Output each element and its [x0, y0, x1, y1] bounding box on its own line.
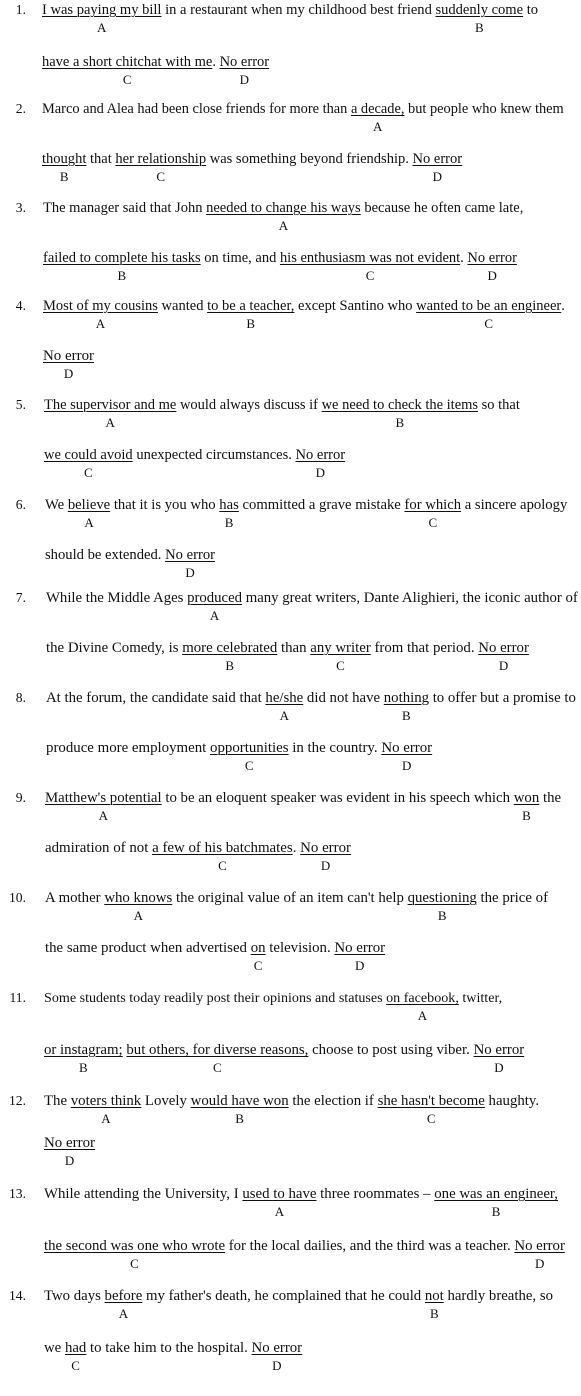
option-text: No error [467, 250, 517, 266]
sentence-text: The manager said that John [43, 200, 207, 216]
option-letter: A [105, 415, 115, 430]
answer-option [190, 1093, 289, 1126]
answer-option [219, 54, 270, 87]
sentence-line [44, 990, 503, 1023]
sentence-text: to [523, 2, 538, 18]
option-text: nothing [383, 690, 429, 706]
sentence-text: a sincere apology [461, 497, 568, 513]
option-text: needed to change his ways [206, 200, 361, 216]
option-text: we need to check the items [321, 397, 479, 413]
answer-option [381, 740, 433, 773]
option-text: for which [404, 497, 462, 513]
sentence-line [44, 1093, 540, 1126]
option-text: No error [165, 547, 215, 563]
option-text: who knows [104, 890, 173, 906]
option-text: Matthew's potential [45, 790, 162, 806]
option-letter: D [402, 758, 412, 773]
sentence-line [44, 447, 346, 480]
sentence-text: the [539, 790, 562, 806]
option-letter: B [225, 658, 235, 673]
sentence-text: the election if [288, 1093, 378, 1109]
sentence-line [46, 640, 529, 673]
answer-option [265, 690, 304, 723]
sentence-line [44, 1135, 96, 1168]
option-letter: B [402, 708, 411, 723]
sentence-text: produce more employment [46, 740, 210, 756]
option-text: Most of my cousins [43, 298, 158, 314]
option-text: voters think [70, 1093, 142, 1109]
answer-option [42, 151, 87, 184]
sentence-line [45, 940, 386, 973]
sentence-text: to be an eloquent speaker was evident in his speech which [161, 790, 514, 806]
sentence-text: to take him to the hospital. [86, 1340, 252, 1356]
sentence-text: did not have [303, 690, 384, 706]
answer-option [310, 640, 371, 673]
option-letter: A [95, 316, 106, 331]
option-letter: A [133, 908, 143, 923]
answer-option [467, 250, 517, 283]
option-text: wanted to be an engineer [416, 298, 562, 314]
option-text: any writer [310, 640, 371, 656]
option-letter: A [101, 1111, 111, 1126]
answer-option [187, 590, 243, 623]
answer-option [104, 1288, 143, 1321]
answer-option [334, 940, 386, 973]
answer-option [350, 101, 405, 134]
option-text: a decade, [350, 101, 405, 117]
answer-option [70, 1093, 142, 1126]
option-text: on facebook, [386, 990, 459, 1006]
answer-option [383, 690, 429, 723]
option-text: not [424, 1288, 444, 1304]
option-letter: A [372, 119, 383, 134]
option-text: one was an engineer, [434, 1186, 558, 1202]
sentence-text: in a restaurant when my childhood best friend [161, 2, 436, 18]
sentence-text: . [212, 54, 220, 70]
sentence-text: the same product when advertised [45, 940, 251, 956]
option-letter: C [218, 858, 227, 873]
option-letter: C [365, 268, 375, 283]
answer-option [295, 447, 346, 480]
option-letter: A [98, 808, 108, 823]
sentence-text: my father's death, he complained that he could [142, 1288, 425, 1304]
sentence-text: The [44, 1093, 71, 1109]
option-letter: C [484, 316, 493, 331]
sentence-text: A mother [45, 890, 105, 906]
sentence-text: so that [478, 397, 520, 413]
sentence-line [42, 2, 538, 35]
answer-option [300, 840, 352, 873]
answer-option [45, 790, 162, 823]
option-letter: A [274, 1204, 285, 1219]
option-text: produced [187, 590, 243, 606]
sentence-text: television. [265, 940, 335, 956]
option-letter: D [487, 268, 497, 283]
option-letter: B [437, 908, 447, 923]
sentence-text: many great writers, Dante Alighieri, the iconic author of [242, 590, 578, 606]
answer-option [165, 547, 215, 580]
answer-option [404, 497, 462, 530]
sentence-text: on time, and [200, 250, 280, 266]
question-number: 9. [15, 790, 26, 805]
option-letter: A [279, 708, 290, 723]
answer-option [43, 250, 201, 283]
sentence-line [44, 1288, 553, 1321]
question-number: 7. [15, 590, 26, 605]
sentence-text: . [561, 298, 565, 314]
answer-option [43, 298, 158, 331]
answer-option [104, 890, 173, 923]
option-letter: B [395, 415, 405, 430]
sentence-text: hardly breathe, so [443, 1288, 553, 1304]
option-text: No error [381, 740, 433, 756]
sentence-line [46, 690, 576, 723]
sentence-text: choose to post using viber. [308, 1042, 474, 1058]
option-text: failed to complete his tasks [43, 250, 201, 266]
sentence-text: haughty. [484, 1093, 540, 1109]
option-letter: D [63, 366, 74, 381]
sentence-text: three roommates – [316, 1186, 435, 1202]
answer-option [44, 397, 177, 430]
answer-option [152, 840, 293, 873]
answer-option [210, 740, 289, 773]
sentence-text: At the forum, the candidate said that [46, 690, 266, 706]
question-number: 2. [15, 101, 26, 116]
option-text: No error [334, 940, 386, 956]
sentence-line [44, 1042, 525, 1075]
sentence-text: from that period. [370, 640, 479, 656]
answer-option [513, 790, 540, 823]
answer-option [407, 890, 477, 923]
option-letter: A [84, 515, 94, 530]
option-letter: C [213, 1060, 222, 1075]
option-text: had [64, 1340, 87, 1356]
option-letter: D [498, 658, 509, 673]
option-letter: D [494, 1060, 504, 1075]
answer-option [219, 497, 239, 530]
option-letter: C [122, 72, 132, 87]
answer-option [377, 1093, 485, 1126]
sentence-text: admiration of not [45, 840, 153, 856]
option-text: thought [42, 151, 87, 167]
option-text: have a short chitchat with me [42, 54, 213, 70]
sentence-line [43, 200, 524, 233]
answer-option [424, 1288, 444, 1321]
sentence-line [45, 790, 562, 823]
question-number: 13. [9, 1186, 26, 1201]
option-letter: B [474, 20, 484, 35]
sentence-text: We [45, 497, 68, 513]
option-letter: A [97, 20, 107, 35]
sentence-text: for the local dailies, and the third was a teacher. [225, 1238, 515, 1254]
option-letter: D [355, 958, 365, 973]
sentence-line [45, 547, 215, 580]
option-text: No error [219, 54, 270, 70]
option-letter: C [336, 658, 345, 673]
sentence-line [46, 590, 578, 623]
sentence-text: Marco and Alea had been close friends for more than [42, 101, 351, 117]
option-text: a few of his batchmates [152, 840, 293, 856]
option-letter: C [244, 758, 254, 773]
option-letter: B [522, 808, 531, 823]
answer-option [434, 1186, 558, 1219]
answer-option [44, 1042, 123, 1075]
option-text: questioning [407, 890, 477, 906]
option-text: No error [44, 1135, 96, 1151]
question-number: 10. [9, 890, 26, 905]
option-text: No error [412, 151, 463, 167]
sentence-text: twitter, [458, 990, 503, 1006]
answer-option [435, 2, 524, 35]
sentence-line [42, 151, 463, 184]
answer-option [67, 497, 111, 530]
sentence-text: except Santino who [294, 298, 417, 314]
answer-option [279, 250, 461, 283]
option-letter: B [78, 1060, 88, 1075]
answer-option [206, 200, 361, 233]
answer-option [473, 1042, 525, 1075]
option-letter: C [426, 1111, 436, 1126]
answer-option [412, 151, 463, 184]
answer-option [386, 990, 459, 1023]
option-letter: C [156, 169, 166, 184]
sentence-text: but people who knew them [404, 101, 564, 117]
question-number: 11. [9, 990, 26, 1005]
option-text: to be a teacher, [207, 298, 295, 314]
answer-option [182, 640, 278, 673]
sentence-text: committed a grave mistake [238, 497, 405, 513]
answer-option [44, 1135, 96, 1168]
option-text: No error [478, 640, 529, 656]
answer-option [514, 1238, 565, 1271]
question-number: 8. [15, 690, 26, 705]
option-text: believe [67, 497, 111, 513]
sentence-text: Lovely [141, 1093, 191, 1109]
question-number: 12. [9, 1093, 26, 1108]
answer-option [44, 1238, 226, 1271]
sentence-text: . [460, 250, 468, 266]
option-text: opportunities [210, 740, 289, 756]
answer-option [242, 1186, 317, 1219]
sentence-text: because he often came late, [360, 200, 524, 216]
option-letter: D [320, 858, 331, 873]
option-letter: B [117, 268, 127, 283]
option-letter: B [224, 515, 234, 530]
sentence-line [42, 101, 564, 134]
question-number: 14. [9, 1288, 26, 1303]
sentence-line [44, 1186, 558, 1219]
question-number: 5. [15, 397, 26, 412]
answer-option [42, 2, 162, 35]
option-letter: B [59, 169, 69, 184]
sentence-line [45, 497, 568, 530]
sentence-text: to offer but a promise to [429, 690, 576, 706]
sentence-text: . [292, 840, 301, 856]
question-number: 4. [15, 298, 26, 313]
answer-option [478, 640, 529, 673]
option-letter: B [246, 316, 256, 331]
option-text: but others, for diverse reasons, [126, 1042, 309, 1058]
option-text: before [104, 1288, 143, 1304]
answer-option [44, 447, 133, 480]
option-letter: D [239, 72, 250, 87]
option-text: won [513, 790, 540, 806]
sentence-text: wanted [157, 298, 208, 314]
option-letter: D [432, 169, 442, 184]
option-letter: B [235, 1111, 244, 1126]
sentence-line [45, 840, 352, 873]
answer-option [64, 1340, 87, 1373]
option-letter: A [417, 1008, 428, 1023]
sentence-text: While attending the University, I [44, 1186, 243, 1202]
answer-option [126, 1042, 309, 1075]
option-letter: D [534, 1256, 545, 1271]
sentence-text: we [44, 1340, 65, 1356]
option-text: his enthusiasm was not evident [279, 250, 461, 266]
question-number: 3. [15, 200, 26, 215]
option-text: or instagram; [44, 1042, 123, 1058]
option-text: No error [473, 1042, 525, 1058]
option-text: she hasn't become [377, 1093, 485, 1109]
option-letter: B [491, 1204, 501, 1219]
sentence-text: the price of [476, 890, 549, 906]
option-text: The supervisor and me [44, 397, 177, 413]
option-letter: A [278, 218, 289, 233]
sentence-text: While the Middle Ages [46, 590, 188, 606]
option-letter: C [130, 1256, 139, 1271]
sentence-text: would always discuss if [176, 397, 322, 413]
answer-option [251, 1340, 303, 1373]
answer-option [43, 348, 95, 381]
option-letter: D [315, 465, 325, 480]
option-letter: D [64, 1153, 75, 1168]
option-text: No error [514, 1238, 565, 1254]
sentence-line [43, 348, 95, 381]
option-text: more celebrated [182, 640, 278, 656]
answer-option [207, 298, 295, 331]
option-text: we could avoid [44, 447, 133, 463]
sentence-text: was something beyond friendship. [206, 151, 413, 167]
question-number: 6. [15, 497, 26, 512]
sentence-text: than [277, 640, 311, 656]
option-letter: C [428, 515, 438, 530]
sentence-text: in the country. [288, 740, 382, 756]
option-letter: D [272, 1358, 282, 1373]
answer-option [115, 151, 207, 184]
option-letter: A [209, 608, 220, 623]
sentence-line [44, 397, 520, 430]
sentence-text: unexpected circumstances. [132, 447, 296, 463]
question-number: 1. [15, 2, 26, 17]
sentence-line [43, 298, 565, 331]
option-text: No error [251, 1340, 303, 1356]
answer-option [416, 298, 562, 331]
sentence-text: Two days [44, 1288, 105, 1304]
option-text: used to have [242, 1186, 317, 1202]
option-text: I was paying my bill [42, 2, 162, 18]
option-text: has [219, 497, 239, 513]
sentence-line [43, 250, 517, 283]
answer-option [321, 397, 479, 430]
option-letter: C [253, 958, 263, 973]
option-letter: B [430, 1306, 439, 1321]
option-text: her relationship [115, 151, 207, 167]
sentence-line [46, 740, 433, 773]
option-text: No error [300, 840, 352, 856]
option-text: would have won [190, 1093, 289, 1109]
sentence-line [42, 54, 270, 87]
sentence-line [45, 890, 549, 923]
sentence-text: that [86, 151, 116, 167]
sentence-text: that it is you who [110, 497, 220, 513]
sentence-text: should be extended. [45, 547, 166, 563]
option-text: he/she [265, 690, 304, 706]
sentence-text: the Divine Comedy, is [46, 640, 183, 656]
option-letter: D [185, 565, 195, 580]
sentence-text: the original value of an item can't help [172, 890, 408, 906]
answer-option [250, 940, 266, 973]
option-letter: C [84, 465, 93, 480]
option-text: on [250, 940, 266, 956]
option-text: No error [43, 348, 95, 364]
answer-option [42, 54, 213, 87]
sentence-line [44, 1340, 303, 1373]
option-text: No error [295, 447, 346, 463]
option-text: suddenly come [435, 2, 524, 18]
option-text: the second was one who wrote [44, 1238, 226, 1254]
sentence-text: Some students today readily post their opinions and statuses [44, 990, 387, 1006]
option-letter: C [71, 1358, 80, 1373]
option-letter: A [118, 1306, 129, 1321]
sentence-line [44, 1238, 565, 1271]
